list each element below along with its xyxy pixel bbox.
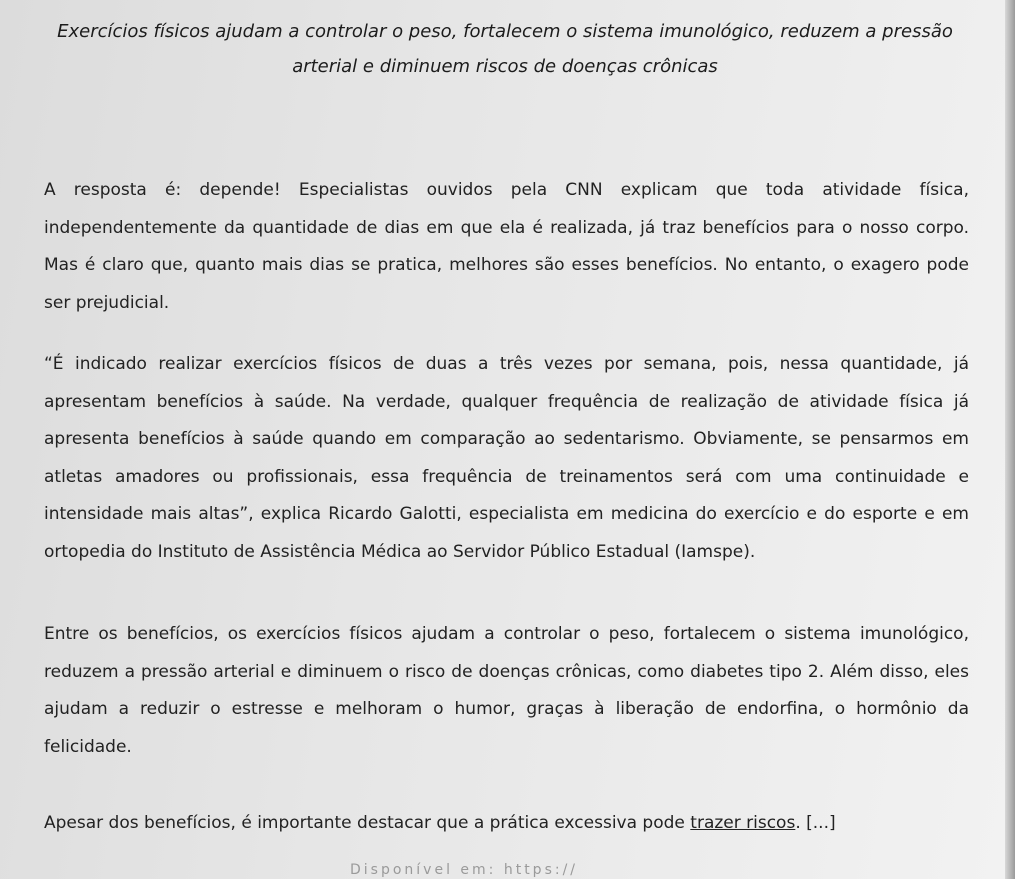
paragraph-quote: “É indicado realizar exercícios físicos de duas a três vezes por semana, pois, nessa quantidade, já apresentam benefícios à saúde. Na verdade, qualquer frequência de realização de atividade física já apresenta benefícios à saúde quando em comparação ao sedentarismo. Obviamente, se pensarmos em atletas amadores ou profissionais, essa frequência de treinamentos será com uma continuidade e intensidade mais altas”, explica Ricardo Galotti, especialista em medicina do exercício e do esporte e em ortopedia do Instituto de Assistência Médica ao Servidor Público Estadual (Iamspe).	[44, 354, 969, 562]
paragraph-intro: A resposta é: depende! Especialistas ouvidos pela CNN explicam que toda atividade física, independentemente da quantidade de dias em que ela é realizada, já traz benefícios para o nosso corpo. Mas é claro que, quanto mais dias se pratica, melhores são esses benefícios. No entanto, o exagero pode ser prejudicial.	[44, 180, 969, 313]
paragraph-risks-text: Apesar dos benefícios, é importante destacar que a prática excessiva pode	[44, 813, 691, 833]
underlined-phrase: trazer riscos	[690, 813, 796, 833]
source-footer: Disponível em: https://	[350, 862, 579, 878]
paragraph-benefits: Entre os benefícios, os exercícios físicos ajudam a controlar o peso, fortalecem o sistema imunológico, reduzem a pressão arterial e diminuem o risco de doenças crônicas, como diabetes tipo 2. Além disso, eles ajudam a reduzir o estresse e melhoram o humor, graças à liberação de endorfina, o hormônio da felicidade.	[44, 624, 969, 757]
screen-edge	[1005, 0, 1015, 879]
paragraph-risks-ending: . [...]	[795, 813, 836, 833]
image-caption: Exercícios físicos ajudam a controlar o peso, fortalecem o sistema imunológico, reduzem a pressão arterial e diminuem riscos de doenças crônicas	[57, 21, 953, 77]
paragraph-risks	[44, 805, 969, 843]
